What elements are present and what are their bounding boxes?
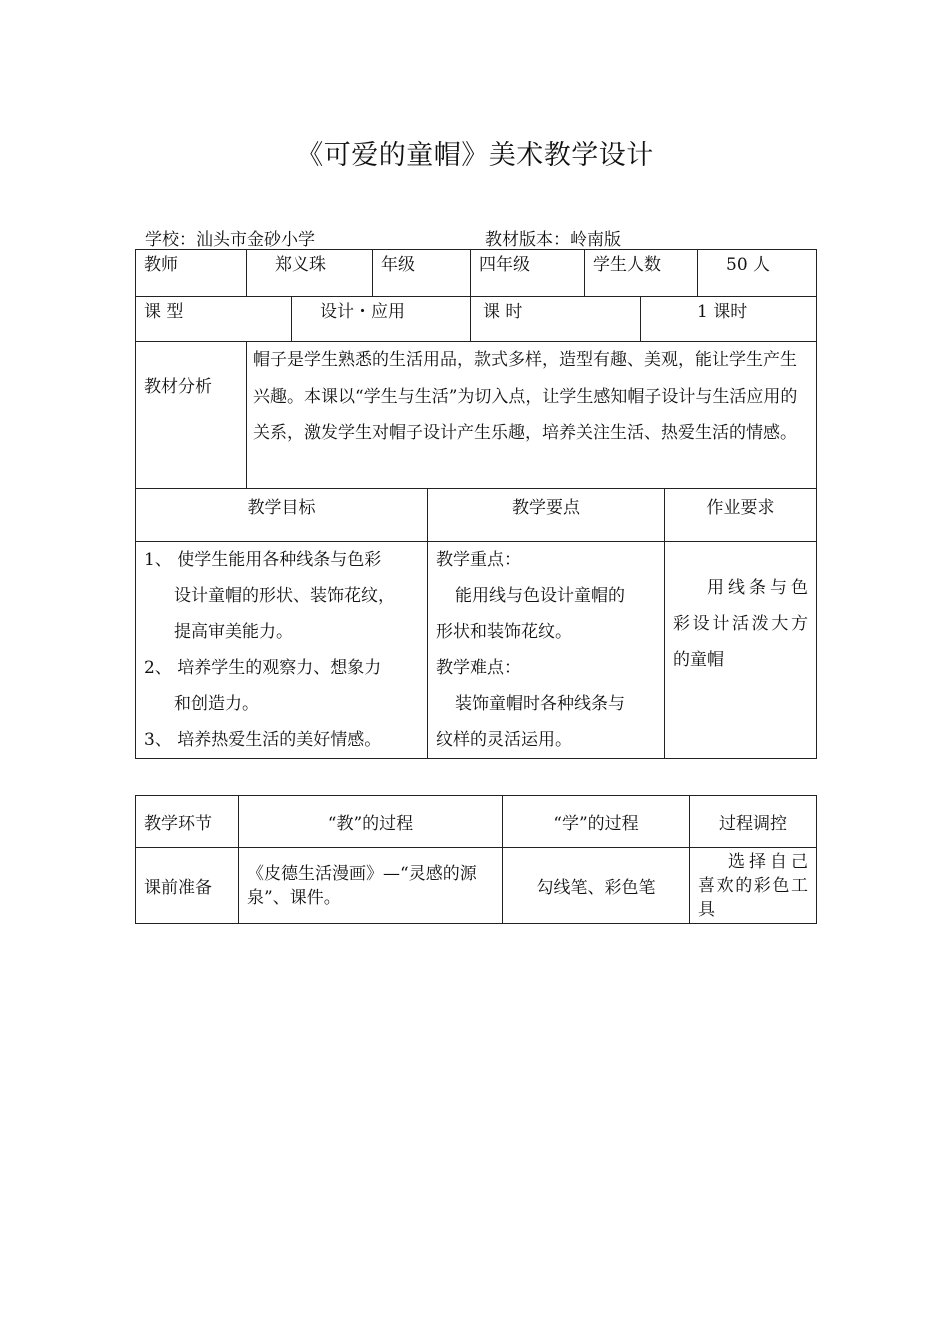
process-header-teach: “教”的过程 <box>239 796 503 848</box>
grade-label: 年级 <box>373 250 471 297</box>
goal-line: 2、 培养学生的观察力、想象力 <box>144 658 382 678</box>
type-label: 课 型 <box>136 297 292 342</box>
process-header-stage: 教学环节 <box>136 796 239 848</box>
homework-text: 用线条与色彩设计活泼大方的童帽 <box>673 578 808 670</box>
process-table <box>135 795 817 924</box>
goal-line: 和创造力。 <box>174 694 259 714</box>
info-table-row2 <box>135 296 817 342</box>
process-header-control: 过程调控 <box>690 796 817 848</box>
edition-label: 教材版本：岭南版 <box>485 230 621 250</box>
analysis-text: 帽子是学生熟悉的生活用品，款式多样，造型有趣、美观，能让学生产生兴趣。本课以“学生与生活”为切入点，让学生感知帽子设计与生活应用的关系，激发学生对帽子设计产生乐趣，培养关注生活、热爱生活的情感。 <box>247 342 817 489</box>
homework-header: 作业要求 <box>665 489 817 542</box>
goals-cell <box>136 542 428 759</box>
points-header: 教学要点 <box>428 489 665 542</box>
homework-cell <box>665 542 817 759</box>
process-stage: 课前准备 <box>136 848 239 924</box>
difficulty-label: 教学难点： <box>436 658 521 678</box>
goal-line: 3、 培养热爱生活的美好情感。 <box>144 730 382 750</box>
teacher-value: 郑义珠 <box>247 250 373 297</box>
students-label: 学生人数 <box>585 250 698 297</box>
goal-line: 设计童帽的形状、装饰花纹， <box>174 586 395 606</box>
goal-line: 1、 使学生能用各种线条与色彩 <box>144 550 382 570</box>
process-control: 选择自己喜欢的彩色工具 <box>690 848 817 924</box>
process-teach: 《皮德生活漫画》—“灵感的源泉”、课件。 <box>239 848 503 924</box>
analysis-table <box>135 341 817 489</box>
process-learn: 勾线笔、彩色笔 <box>503 848 690 924</box>
school-label: 学校：汕头市金砂小学 <box>145 230 315 250</box>
points-cell <box>428 542 665 759</box>
goal-line: 提高审美能力。 <box>174 622 293 642</box>
analysis-label: 教材分析 <box>136 342 247 489</box>
key-point-line: 能用线与色设计童帽的 <box>455 586 625 606</box>
grade-value: 四年级 <box>471 250 585 297</box>
process-header-learn: “学”的过程 <box>503 796 690 848</box>
difficulty-line: 纹样的灵活运用。 <box>436 730 572 750</box>
difficulty-line: 装饰童帽时各种线条与 <box>455 694 625 714</box>
students-value: 50 人 <box>698 250 817 297</box>
teacher-label: 教师 <box>136 250 247 297</box>
period-label: 课 时 <box>471 297 641 342</box>
type-value: 设计・应用 <box>292 297 471 342</box>
key-point-label: 教学重点： <box>436 550 521 570</box>
key-point-line: 形状和装饰花纹。 <box>436 622 572 642</box>
page-title: 《可爱的童帽》美术教学设计 <box>296 140 654 171</box>
period-value: 1 课时 <box>641 297 817 342</box>
info-table-row1 <box>135 249 817 297</box>
objectives-table <box>135 488 817 759</box>
goals-header: 教学目标 <box>136 489 428 542</box>
